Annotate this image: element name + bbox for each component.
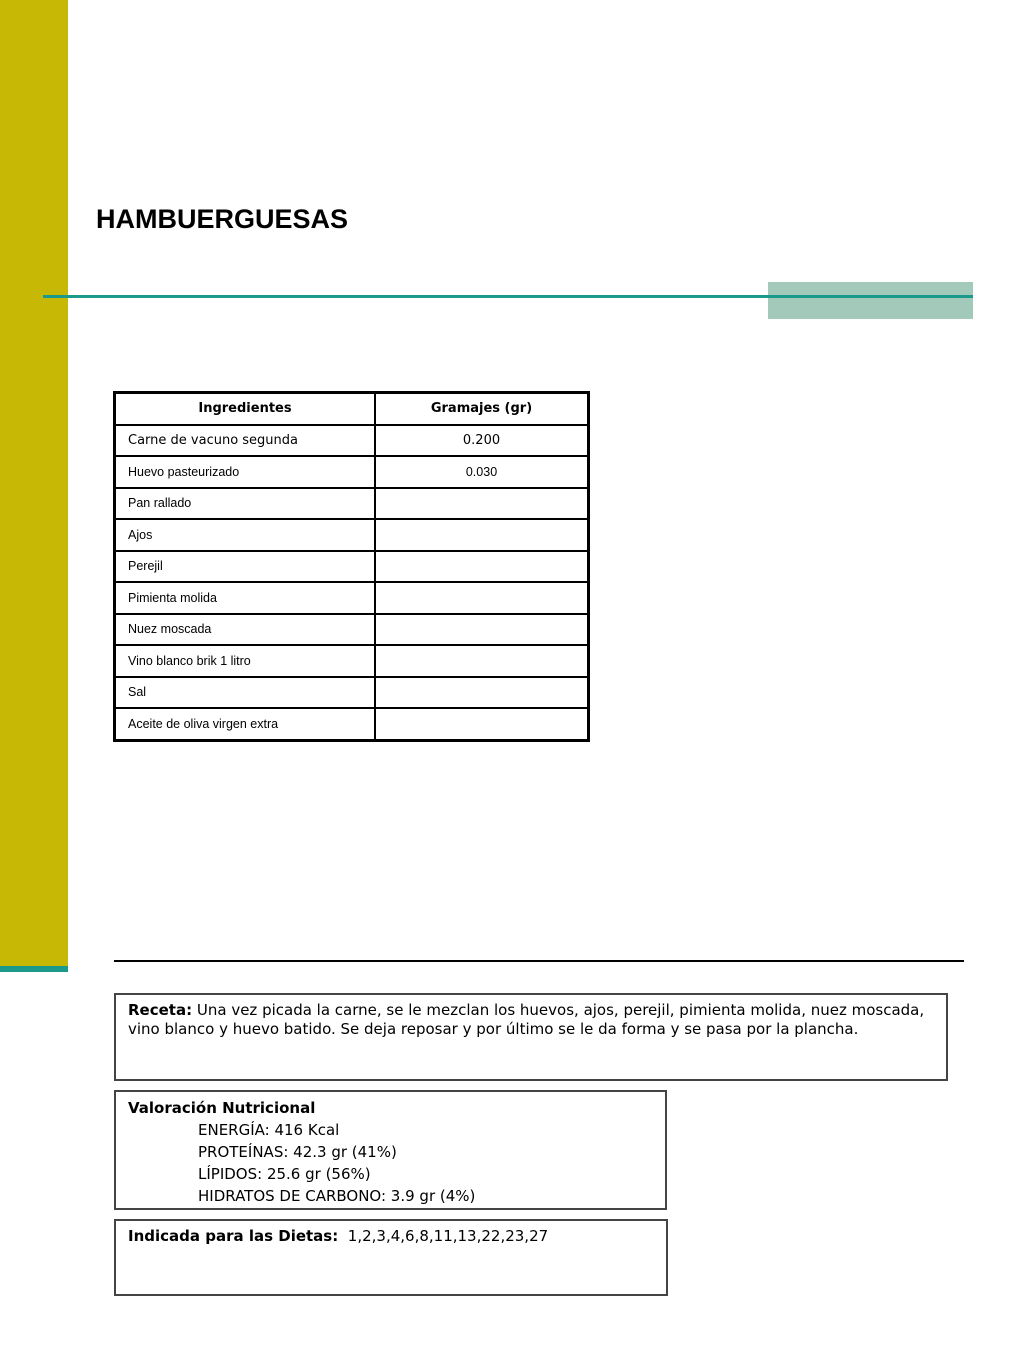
- ingredient-cell: Ajos: [115, 519, 376, 551]
- diets-box: [114, 1219, 668, 1296]
- gramaje-cell: 0.200: [375, 425, 589, 457]
- header-accent-block: [768, 282, 973, 319]
- ingredient-cell: Nuez moscada: [115, 614, 376, 646]
- ingredient-cell: Pan rallado: [115, 488, 376, 520]
- ingredients-table: [113, 391, 590, 742]
- diets-value: 1,2,3,4,6,8,11,13,22,23,27: [347, 1227, 549, 1245]
- gramaje-cell: [375, 708, 589, 740]
- header-gramajes: Gramajes (gr): [375, 393, 589, 425]
- ingredient-cell: Vino blanco brik 1 litro: [115, 645, 376, 677]
- table-row: [115, 677, 589, 709]
- ingredient-cell: Sal: [115, 677, 376, 709]
- nutrition-label: Valoración Nutricional: [128, 1099, 316, 1117]
- gramaje-cell: 0.030: [375, 456, 589, 488]
- left-accent-bar-base: [0, 966, 68, 972]
- table-row: [115, 456, 589, 488]
- table-row: [115, 425, 589, 457]
- nutrition-protein: PROTEÍNAS: 42.3 gr (41%): [198, 1143, 397, 1161]
- table-row: [115, 708, 589, 740]
- nutrition-lipids: LÍPIDOS: 25.6 gr (56%): [198, 1165, 371, 1183]
- recipe-box: [114, 993, 948, 1081]
- gramaje-cell: [375, 488, 589, 520]
- page-title: HAMBUERGUESAS: [96, 204, 349, 234]
- recipe-label: Receta:: [128, 1001, 193, 1019]
- gramaje-cell: [375, 582, 589, 614]
- nutrition-energy: ENERGÍA: 416 Kcal: [198, 1121, 340, 1139]
- ingredient-cell: Aceite de oliva virgen extra: [115, 708, 376, 740]
- table-row: [115, 551, 589, 583]
- diets-label: Indicada para las Dietas:: [128, 1227, 339, 1245]
- table-row: [115, 488, 589, 520]
- ingredient-cell: Perejil: [115, 551, 376, 583]
- nutrition-box: [114, 1090, 667, 1210]
- ingredient-cell: Huevo pasteurizado: [115, 456, 376, 488]
- gramaje-cell: [375, 519, 589, 551]
- gramaje-cell: [375, 645, 589, 677]
- section-divider: [114, 960, 964, 962]
- table-row: [115, 582, 589, 614]
- header-rule: [43, 295, 973, 298]
- recipe-text: Una vez picada la carne, se le mezclan los huevos, ajos, perejil, pimienta molida, nuez moscada, vino blanco y huevo batido. Se deja reposar y por último se le da forma y se pasa por la plancha.: [128, 1001, 925, 1038]
- nutrition-carbs: HIDRATOS DE CARBONO: 3.9 gr (4%): [198, 1187, 476, 1205]
- table-header-row: [115, 393, 589, 425]
- table-row: [115, 519, 589, 551]
- ingredient-cell: Pimienta molida: [115, 582, 376, 614]
- table-row: [115, 645, 589, 677]
- table-row: [115, 614, 589, 646]
- gramaje-cell: [375, 551, 589, 583]
- ingredient-cell: Carne de vacuno segunda: [115, 425, 376, 457]
- left-accent-bar: [0, 0, 68, 968]
- header-ingredientes: Ingredientes: [115, 393, 376, 425]
- gramaje-cell: [375, 677, 589, 709]
- gramaje-cell: [375, 614, 589, 646]
